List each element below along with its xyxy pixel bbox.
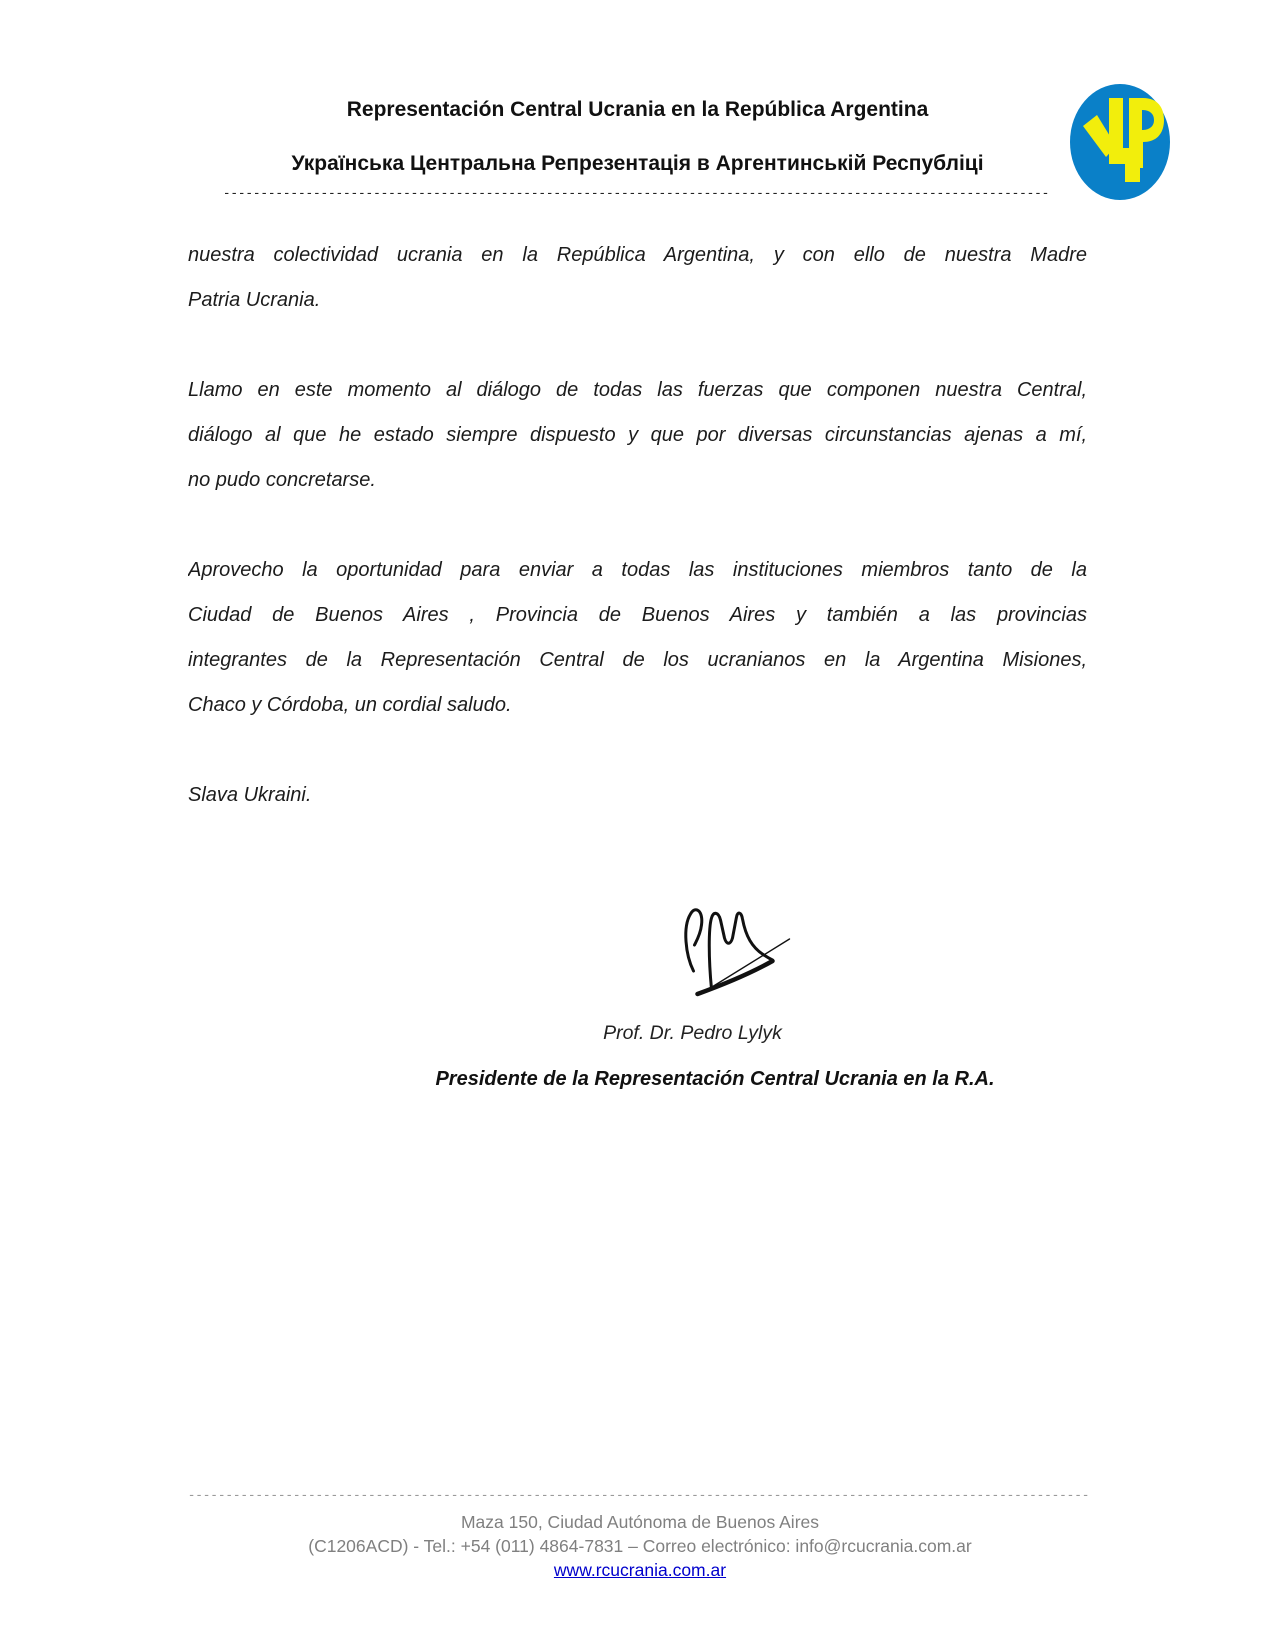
letter-body xyxy=(188,233,1087,818)
body-line: no pudo concretarse. xyxy=(188,469,376,491)
paragraph-3 xyxy=(188,548,1087,728)
footer-divider-dashes: ------------------------------------------------------------------------------------------------------------------------ xyxy=(189,1486,1091,1502)
footer-contact: (C1206ACD) - Tel.: +54 (011) 4864-7831 – Correo electrónico: info@rcucrania.com.ar xyxy=(308,1536,972,1556)
logo-svg xyxy=(1070,84,1170,200)
body-line: Llamo en este momento al diálogo de todas las fuerzas que componen nuestra Central, xyxy=(188,379,1087,401)
paragraph-4 xyxy=(188,773,1087,818)
signature-image xyxy=(675,903,800,998)
signer-title: Presidente de la Representación Central Ucrania en la R.A. xyxy=(435,1068,995,1090)
website-link[interactable]: www.rcucrania.com.ar xyxy=(553,1560,727,1580)
body-line: integrantes de la Representación Central de los ucranianos en la Argentina Misiones, xyxy=(188,649,1087,671)
signature-svg xyxy=(675,903,800,998)
header-divider-dashes: -------------------------------------------------------------------------------------------------------------- xyxy=(224,184,1051,200)
signer-name: Prof. Dr. Pedro Lylyk xyxy=(603,1022,782,1044)
body-line: Ciudad de Buenos Aires , Provincia de Buenos Aires y también a las provincias xyxy=(188,604,1087,626)
body-line: Chaco y Córdoba, un cordial saludo. xyxy=(188,694,512,716)
body-line: Patria Ucrania. xyxy=(188,289,321,311)
organization-logo-icon xyxy=(1070,84,1170,200)
letterhead-title-ukrainian: Українська Центральна Репрезентація в Аргентинській Республіці xyxy=(291,152,984,175)
body-line: Slava Ukraini. xyxy=(188,784,312,806)
body-line: nuestra colectividad ucrania en la República Argentina, y con ello de nuestra Madre xyxy=(188,244,1087,266)
letterhead-title-spanish: Representación Central Ucrania en la República Argentina xyxy=(346,98,929,121)
body-line: Aprovecho la oportunidad para enviar a todas las instituciones miembros tanto de la xyxy=(188,559,1087,581)
header-divider xyxy=(188,184,1087,202)
paragraph-2 xyxy=(188,368,1087,503)
paragraph-1 xyxy=(188,233,1087,323)
footer-divider xyxy=(188,1486,1092,1504)
footer-address: Maza 150, Ciudad Autónoma de Buenos Aires xyxy=(460,1512,819,1532)
footer xyxy=(188,1510,1092,1582)
body-line: diálogo al que he estado siempre dispuesto y que por diversas circunstancias ajenas a mí, xyxy=(188,424,1087,446)
